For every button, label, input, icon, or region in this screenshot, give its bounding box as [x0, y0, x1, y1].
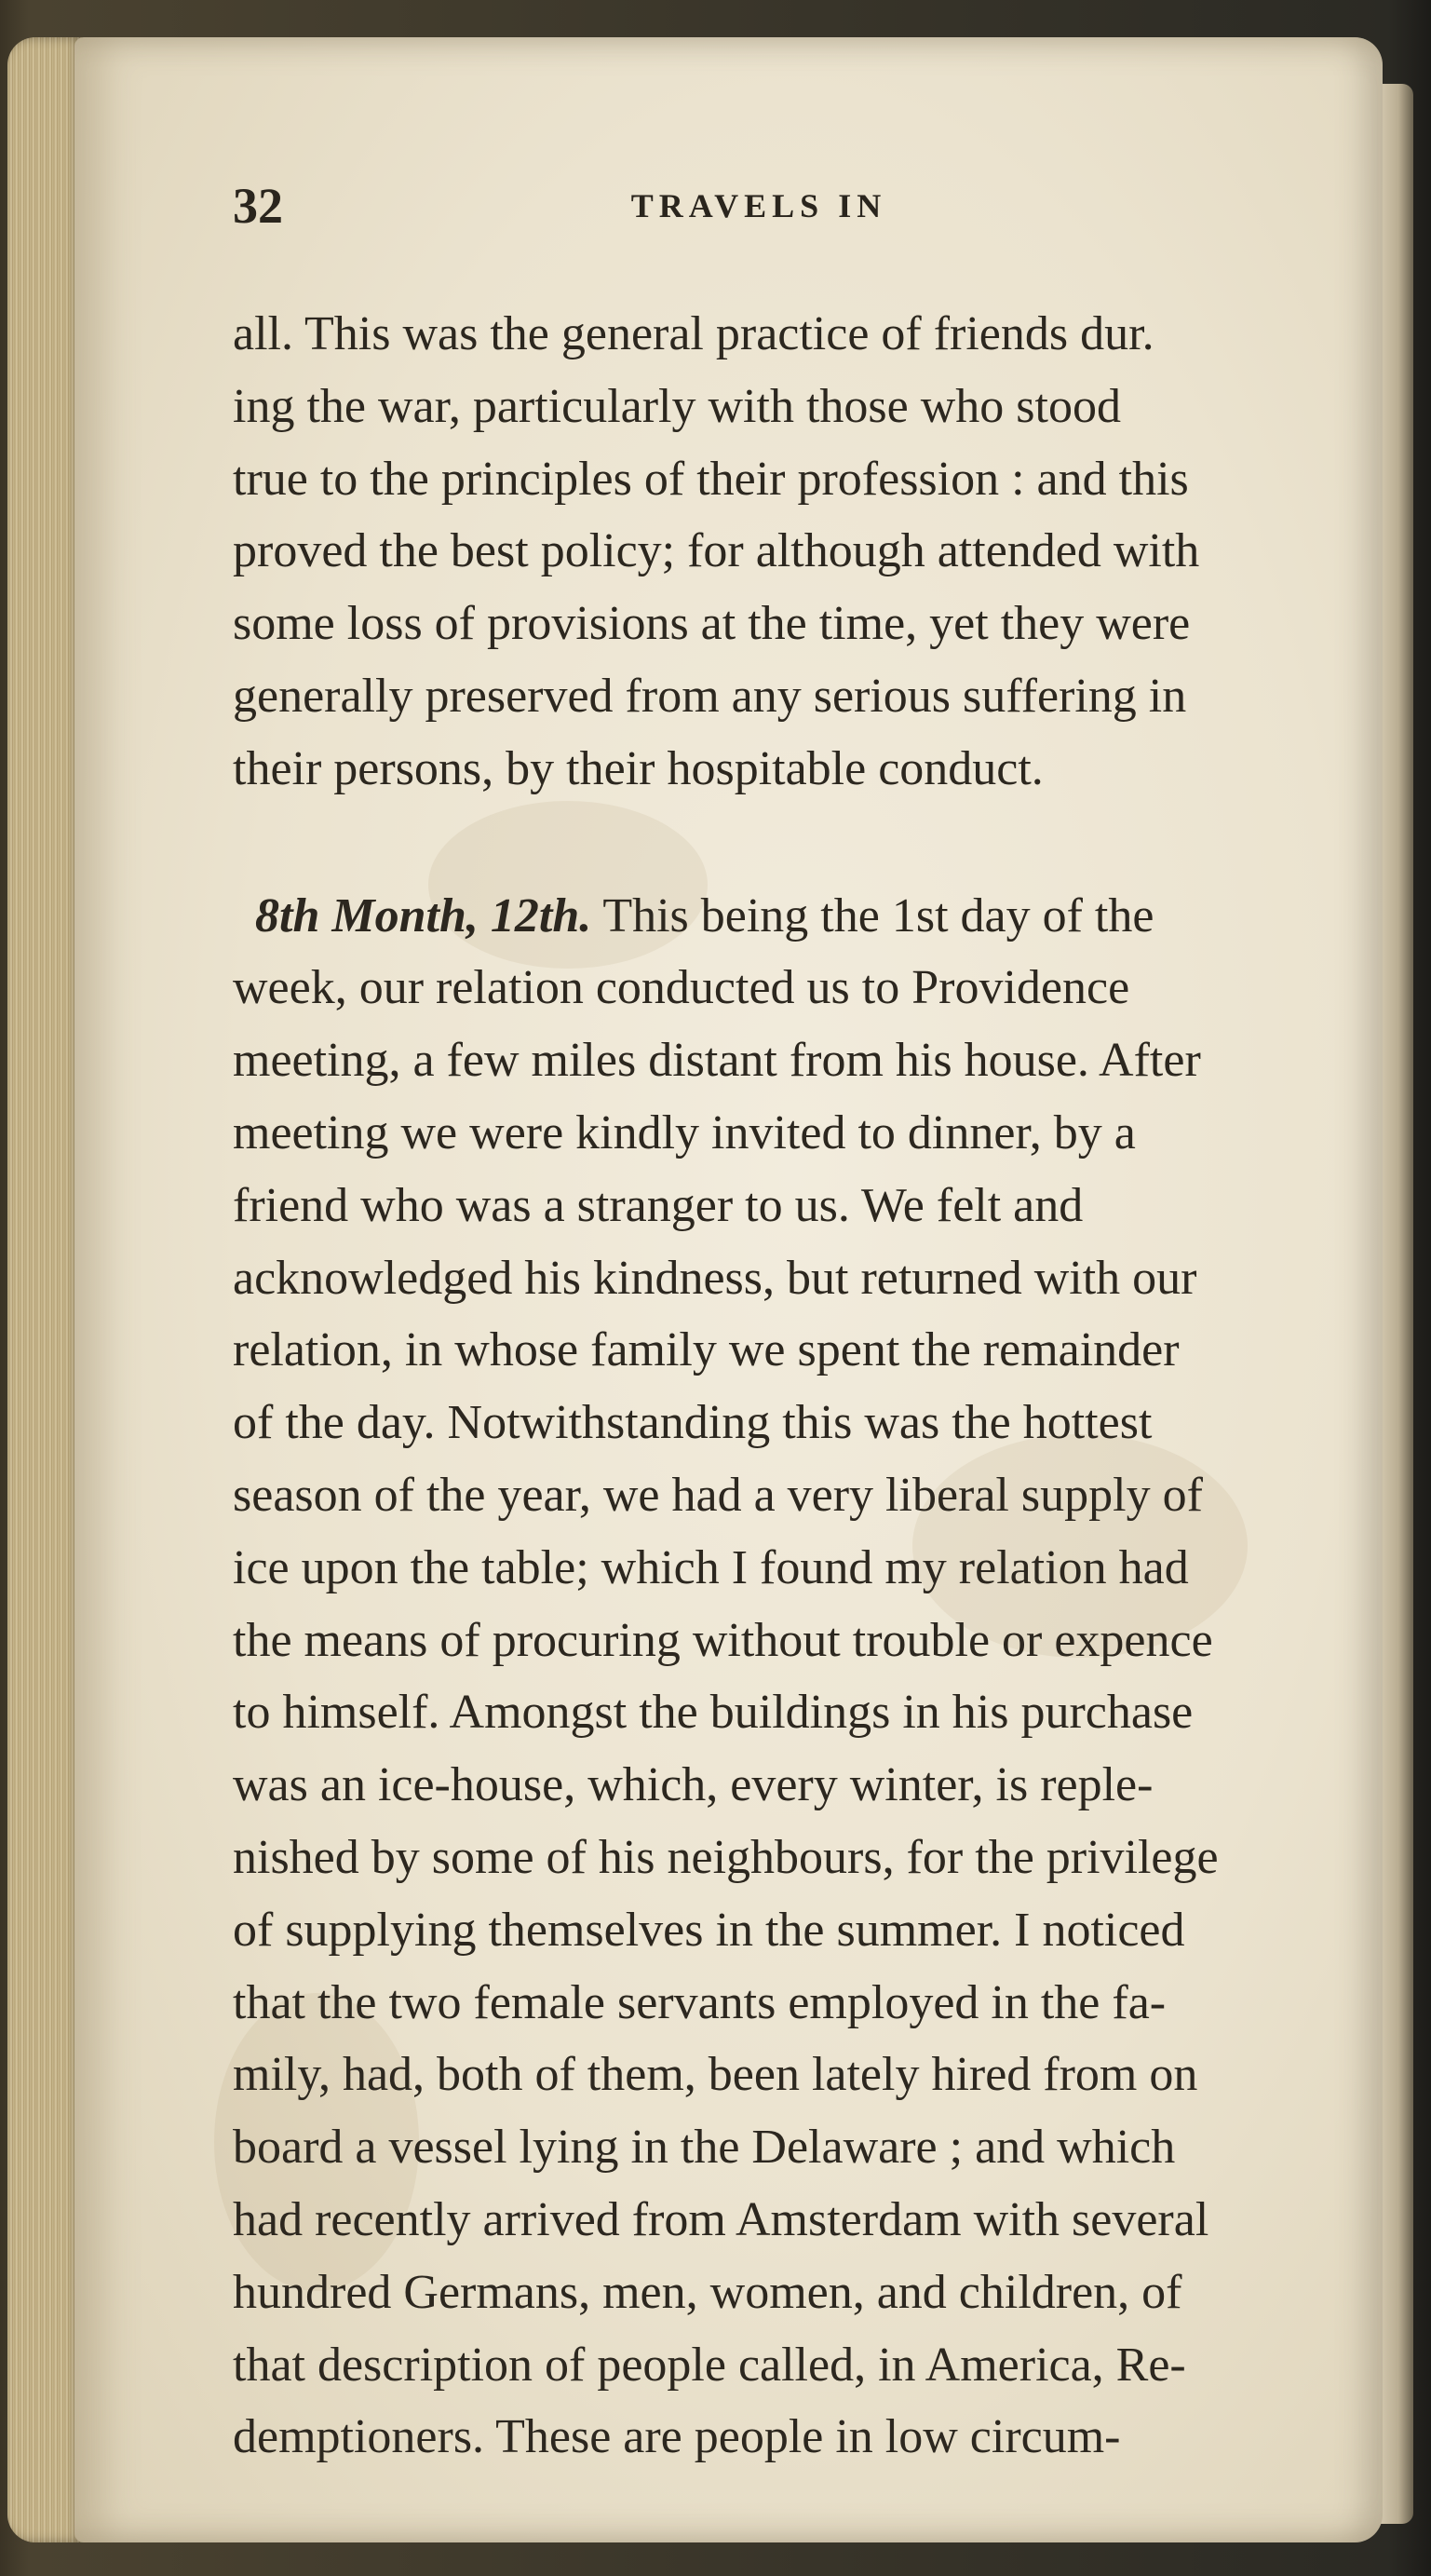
body-text	[233, 298, 1285, 2474]
text-line: ice upon the table; which I found my relation had	[233, 1540, 1189, 1594]
text-line: nished by some of his neighbours, for the privilege	[233, 1830, 1219, 1884]
page-number: 32	[233, 178, 283, 234]
text-line: ing the war, particularly with those who stood	[233, 379, 1121, 433]
text-line: some loss of provisions at the time, yet they were	[233, 597, 1191, 651]
text-line: hundred Germans, men, women, and children, of	[233, 2265, 1182, 2319]
paragraph-gap	[233, 806, 1285, 880]
date-heading: 8th Month, 12th.	[255, 888, 592, 942]
text-line: generally preserved from any serious suffering in	[233, 669, 1187, 723]
text-line: that the two female servants employed in the fa-	[233, 1975, 1167, 2029]
paragraph-2	[233, 880, 1285, 2474]
text-line: proved the best policy; for although attended with	[233, 524, 1200, 578]
text-line: demptioners. These are people in low circum-	[233, 2410, 1121, 2464]
text-line: to himself. Amongst the buildings in his purchase	[233, 1686, 1194, 1740]
page-edges	[7, 37, 82, 2542]
text-line: relation, in whose family we spent the remainder	[233, 1323, 1180, 1377]
text-line: mily, had, both of them, been lately hired from on	[233, 2048, 1198, 2102]
text-line-rest: This being the 1st day of the	[591, 888, 1154, 942]
text-line: had recently arrived from Amsterdam with several	[233, 2192, 1209, 2246]
text-line: the means of procuring without trouble or expence	[233, 1613, 1213, 1667]
page-header	[233, 177, 1285, 251]
text-line: acknowledged his kindness, but returned with our	[233, 1251, 1197, 1305]
text-line: true to the principles of their profession : and this	[233, 452, 1189, 506]
text-line: of the day. Notwithstanding this was the hottest	[233, 1396, 1153, 1450]
text-line	[233, 880, 1285, 953]
paragraph-1	[233, 298, 1285, 806]
text-line: friend who was a stranger to us. We felt and	[233, 1178, 1084, 1232]
text-line: was an ice-house, which, every winter, is reple-	[233, 1758, 1154, 1812]
text-line: of supplying themselves in the summer. I noticed	[233, 1903, 1185, 1957]
text-line: meeting we were kindly invited to dinner, by a	[233, 1105, 1136, 1159]
text-line: that description of people called, in America, Re-	[233, 2338, 1186, 2392]
text-line: their persons, by their hospitable conduct.	[233, 741, 1044, 795]
running-title: TRAVELS IN	[630, 187, 887, 224]
text-line: all. This was the general practice of friends dur.	[233, 307, 1154, 360]
text-line: meeting, a few miles distant from his house. After	[233, 1034, 1201, 1088]
text-line: week, our relation conducted us to Providence	[233, 961, 1130, 1015]
text-line: board a vessel lying in the Delaware ; and which	[233, 2121, 1176, 2175]
text-line: season of the year, we had a very liberal supply of	[233, 1468, 1203, 1522]
